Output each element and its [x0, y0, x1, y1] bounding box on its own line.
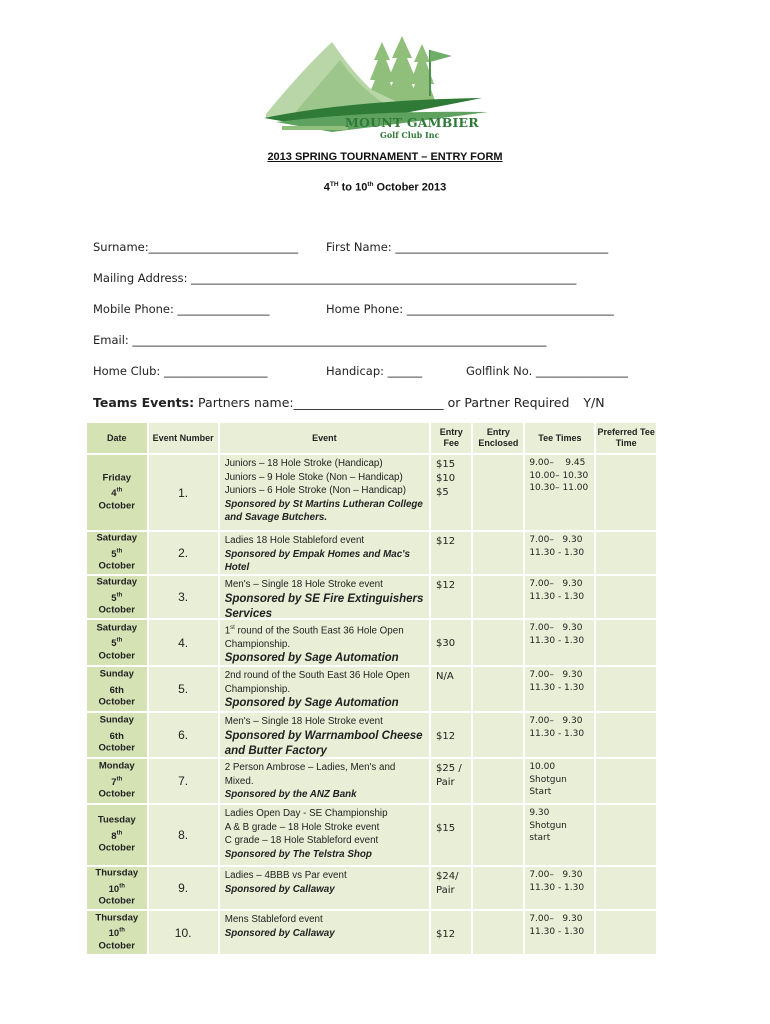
tee-times-cell — [525, 455, 594, 530]
event-sponsor: Sponsored by Empak Homes and Mac's Hotel — [224, 548, 410, 573]
event-number-cell — [149, 455, 218, 530]
event-sponsor: Sponsored by St Martins Lutheran College and Savage Butchers. — [224, 498, 423, 523]
event-number-cell — [149, 532, 218, 574]
home-phone-field[interactable]: Home Phone: ____________________________________ — [326, 302, 614, 316]
event-description: Mens Stableford event Sponsored by Callaway — [224, 914, 335, 939]
entry-enclosed-cell[interactable] — [473, 867, 523, 909]
mobile-phone-field[interactable]: Mobile Phone: ________________ — [93, 302, 270, 316]
entry-enclosed-cell[interactable] — [473, 667, 523, 711]
tee-times-cell — [525, 620, 594, 665]
tee-times: 7.00– 9.30 11.30 - 1.30 — [529, 535, 585, 558]
event-sponsor: Sponsored by Callaway — [224, 883, 335, 895]
yes-no-choice[interactable]: Y/N — [583, 395, 605, 410]
header-entry-fee: Entry Fee — [431, 423, 471, 453]
event-sponsor: Sponsored by the ANZ Bank — [224, 789, 357, 800]
event-description-cell — [220, 911, 429, 954]
table-row — [87, 911, 656, 954]
tee-times: 7.00– 9.30 11.30 - 1.30 — [529, 716, 585, 739]
entry-enclosed-cell[interactable] — [473, 805, 523, 865]
tee-times-cell — [525, 576, 594, 618]
logo-name: MOUNT GAMBIER — [345, 115, 479, 130]
tee-times-cell — [525, 532, 594, 574]
date-cell — [87, 455, 147, 530]
table-row — [87, 805, 656, 865]
tee-times: 7.00– 9.30 11.30 - 1.30 — [529, 870, 585, 893]
tee-times: 7.00– 9.30 11.30 - 1.30 — [529, 623, 585, 646]
event-number-cell — [149, 620, 218, 665]
entry-enclosed-cell[interactable] — [473, 532, 523, 574]
entry-enclosed-cell[interactable] — [473, 759, 523, 803]
preferred-tee-time-cell[interactable] — [596, 805, 656, 865]
header-tee-times: Tee Times — [525, 423, 594, 453]
teams-events-line[interactable] — [93, 395, 605, 410]
tournament-dates: 4TH to 10th October 2013 — [323, 181, 447, 194]
header-preferred-tee-time: Preferred Tee Time — [596, 423, 656, 453]
date-cell — [87, 620, 147, 665]
event-sponsor: Sponsored by Callaway — [224, 927, 335, 939]
event-description: 2 Person Ambrose – Ladies, Men's and Mixed. Sponsored by the ANZ Bank — [224, 762, 396, 800]
tee-times: 7.00– 9.30 11.30 - 1.30 — [529, 579, 585, 602]
event-date: Sunday 6th October — [98, 714, 135, 754]
date-cell — [87, 911, 147, 954]
events-table — [87, 423, 656, 956]
event-description: Ladies Open Day - SE Championship A & B grade – 18 Hole Stroke event C grade – 18 Hole Stableford event Sponsored by The Telstra Shop — [224, 808, 388, 860]
event-sponsor: Sponsored by Sage Automation — [224, 697, 399, 709]
event-description-cell — [220, 532, 429, 574]
event-description-cell — [220, 713, 429, 757]
home-club-field[interactable]: Home Club: __________________ — [93, 364, 268, 378]
tee-times-cell — [525, 713, 594, 757]
date-cell — [87, 867, 147, 909]
event-date: Thursday 10th October — [95, 912, 139, 952]
date-cell — [87, 713, 147, 757]
event-number: 8. — [178, 828, 189, 842]
event-description: Ladies – 4BBB vs Par event Sponsored by Callaway — [224, 870, 347, 895]
tee-times: 10.00 Shotgun Start — [529, 762, 567, 797]
entry-fee: $30 — [436, 638, 456, 649]
entry-fee-cell — [431, 532, 471, 574]
event-number-cell — [149, 867, 218, 909]
event-date: Friday 4th October — [98, 472, 135, 512]
entry-fee-cell — [431, 911, 471, 954]
event-sponsor: Sponsored by Sage Automation — [224, 652, 399, 665]
golflink-field[interactable]: Golflink No. ________________ — [466, 364, 628, 378]
header-event: Event — [220, 423, 429, 453]
entry-fee: N/A — [436, 671, 454, 682]
event-date: Tuesday 8th October — [97, 814, 136, 854]
event-description-cell — [220, 455, 429, 530]
entry-enclosed-cell[interactable] — [473, 455, 523, 530]
entry-fee: $15 — [436, 823, 456, 834]
date-cell — [87, 759, 147, 803]
preferred-tee-time-cell[interactable] — [596, 867, 656, 909]
event-number: 6. — [178, 728, 189, 742]
event-description: Men's – Single 18 Hole Stroke event Sponsored by Warrnambool Cheese and Butter Factory — [224, 716, 423, 757]
event-number: 2. — [178, 546, 189, 560]
date-cell — [87, 805, 147, 865]
preferred-tee-time-cell[interactable] — [596, 532, 656, 574]
entry-enclosed-cell[interactable] — [473, 620, 523, 665]
event-number: 4. — [178, 635, 189, 650]
entry-fee: $15 $10 $5 — [436, 459, 456, 498]
preferred-tee-time-cell[interactable] — [596, 911, 656, 954]
event-description: 2nd round of the South East 36 Hole Open Championship. Sponsored by Sage Automation — [224, 670, 410, 709]
table-row — [87, 455, 656, 530]
event-description-cell — [220, 620, 429, 665]
preferred-tee-time-cell[interactable] — [596, 576, 656, 618]
table-header-row — [87, 423, 656, 453]
event-description: Ladies 18 Hole Stableford event Sponsored by Empak Homes and Mac's Hotel — [224, 535, 410, 573]
preferred-tee-time-cell[interactable] — [596, 713, 656, 757]
preferred-tee-time-cell[interactable] — [596, 759, 656, 803]
preferred-tee-time-cell[interactable] — [596, 667, 656, 711]
preferred-tee-time-cell[interactable] — [596, 455, 656, 530]
event-date: Thursday 10th October — [95, 867, 139, 907]
event-number: 3. — [178, 590, 189, 604]
event-sponsor: Sponsored by Warrnambool Cheese and Butter Factory — [224, 729, 423, 757]
table-row — [87, 713, 656, 757]
header-event-number: Event Number — [149, 423, 218, 453]
tee-times-cell — [525, 911, 594, 954]
event-date: Saturday 5th October — [96, 576, 138, 616]
entry-fee-cell — [431, 576, 471, 618]
logo-subtitle: Golf Club Inc — [380, 130, 440, 140]
event-number: 7. — [178, 774, 189, 788]
event-date: Monday 7th October — [98, 760, 135, 800]
tee-times: 7.00– 9.30 11.30 - 1.30 — [529, 914, 585, 937]
header-date: Date — [87, 423, 147, 453]
header-entry-enclosed: Entry Enclosed — [473, 423, 523, 453]
table-row — [87, 532, 656, 574]
mailing-address-field[interactable]: Mailing Address: ___________________________________________________________________ — [93, 271, 577, 285]
tee-times: 9.30 Shotgun start — [529, 808, 567, 843]
event-date: Saturday 5th October — [96, 622, 138, 662]
event-description: 1st round of the South East 36 Hole Open Championship. Sponsored by Sage Automation — [224, 625, 404, 665]
entry-fee-cell — [431, 759, 471, 803]
entry-fee: $24/ Pair — [436, 871, 459, 896]
tee-times-cell — [525, 867, 594, 909]
entry-fee-cell — [431, 455, 471, 530]
event-description-cell — [220, 805, 429, 865]
email-field[interactable]: Email: ________________________________________________________________________ — [93, 333, 547, 347]
tee-times-cell — [525, 759, 594, 803]
tee-times-cell — [525, 805, 594, 865]
first-name-field[interactable]: First Name: _____________________________________ — [326, 240, 609, 254]
event-sponsor: Sponsored by SE Fire Extinguishers Services — [224, 592, 424, 620]
form-title: 2013 SPRING TOURNAMENT – ENTRY FORM — [267, 151, 503, 163]
entry-enclosed-cell[interactable] — [473, 576, 523, 618]
event-date: Sunday 6th October — [98, 668, 135, 708]
event-number: 1. — [178, 485, 189, 500]
date-cell — [87, 532, 147, 574]
surname-field[interactable]: Surname:__________________________ — [93, 240, 299, 254]
entry-fee-cell — [431, 620, 471, 665]
event-number-cell — [149, 759, 218, 803]
event-description: Juniors – 18 Hole Stroke (Handicap) Juniors – 9 Hole Stoke (Non – Handicap) Juniors – 6 Hole Stroke (Non – Handicap) Sponsored by St Martins Lutheran College and Savage Butchers. — [224, 458, 423, 523]
date-cell — [87, 576, 147, 618]
teams-events-label: Teams Events: — [93, 395, 195, 410]
entry-fee-cell — [431, 805, 471, 865]
event-number-cell — [149, 667, 218, 711]
event-number: 5. — [178, 682, 189, 696]
event-description-cell — [220, 667, 429, 711]
tee-times: 7.00– 9.30 11.30 - 1.30 — [529, 670, 585, 693]
table-row — [87, 759, 656, 803]
tee-times: 9.00– 9.45 10.00– 10.30 10.30– 11.00 — [529, 458, 589, 493]
event-description: Men's – Single 18 Hole Stroke event Sponsored by SE Fire Extinguishers Services — [224, 579, 424, 620]
table-row — [87, 620, 656, 665]
event-number: 9. — [178, 881, 189, 895]
entry-fee: $12 — [436, 580, 456, 591]
table-row — [87, 867, 656, 909]
event-number-cell — [149, 911, 218, 954]
event-date: Saturday 5th October — [96, 532, 138, 572]
event-description-cell — [220, 759, 429, 803]
date-cell — [87, 667, 147, 711]
entry-fee: $12 — [436, 536, 456, 547]
preferred-tee-time-cell[interactable] — [596, 620, 656, 665]
entry-fee-cell — [431, 667, 471, 711]
event-description-cell — [220, 867, 429, 909]
entry-enclosed-cell[interactable] — [473, 911, 523, 954]
event-sponsor: Sponsored by The Telstra Shop — [224, 848, 372, 860]
entry-fee-cell — [431, 867, 471, 909]
event-number-cell — [149, 805, 218, 865]
event-number: 10. — [174, 925, 192, 940]
handicap-field[interactable]: Handicap: ______ — [326, 364, 423, 378]
table-row — [87, 667, 656, 711]
entry-fee: $25 / Pair — [436, 763, 462, 788]
tee-times-cell — [525, 667, 594, 711]
partners-name-field[interactable]: Partners name:________________________ or Partner Required — [194, 395, 570, 410]
event-number-cell — [149, 576, 218, 618]
event-description-cell — [220, 576, 429, 618]
table-row — [87, 576, 656, 618]
entry-fee: $12 — [436, 929, 456, 940]
event-number-cell — [149, 713, 218, 757]
entry-enclosed-cell[interactable] — [473, 713, 523, 757]
entry-fee: $12 — [436, 731, 456, 742]
entry-fee-cell — [431, 713, 471, 757]
